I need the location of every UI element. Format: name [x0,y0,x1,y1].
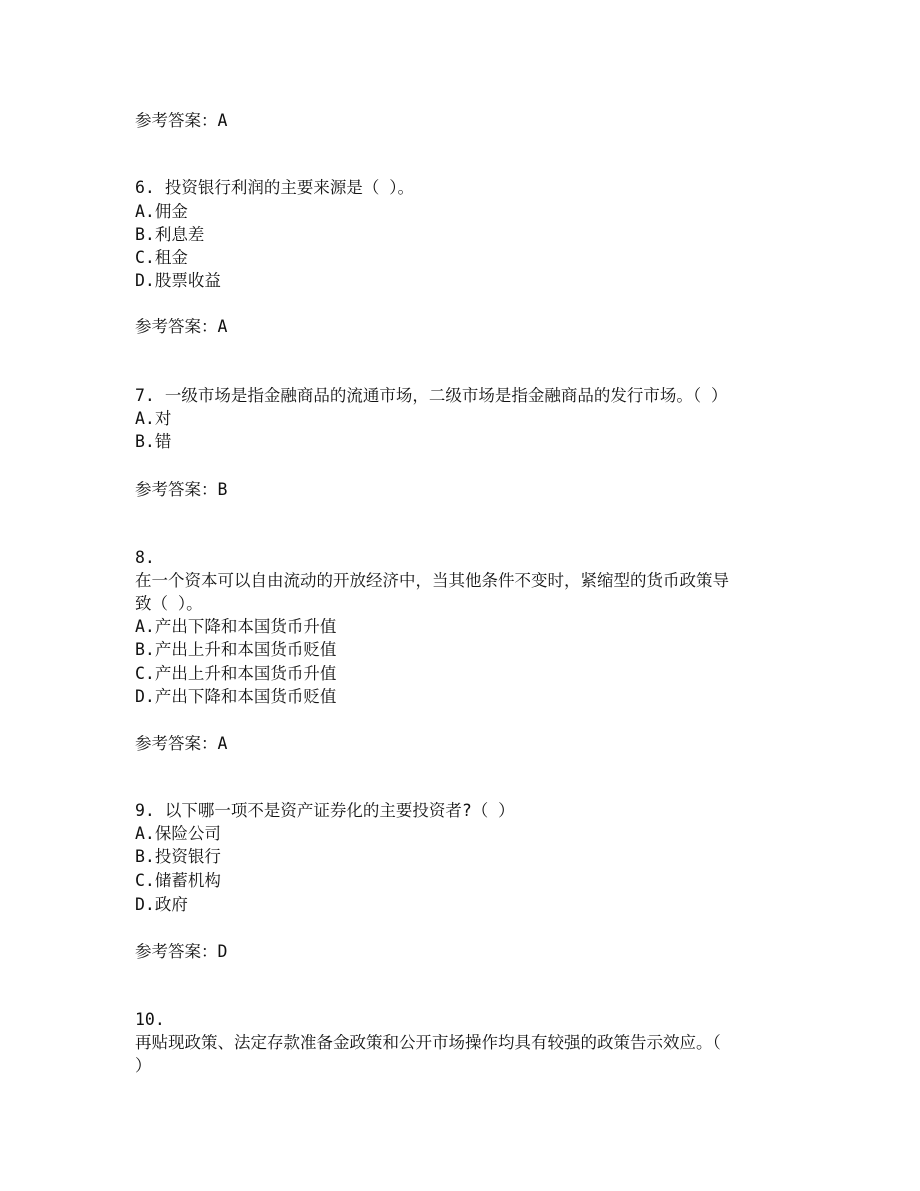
question-stem [135,176,414,199]
answer-value: A [217,317,228,336]
option-b: B.错 [135,432,172,451]
option-b: B.利息差 [135,225,205,244]
option-b: B.产出上升和本国货币贬值 [135,640,337,659]
option-d: D.政府 [135,895,188,914]
answer-value: A [217,734,228,753]
answer-line [135,315,227,338]
answer-value: B [217,480,228,499]
question-text-line-2: ） [135,1056,152,1075]
answer-label: 参考答案： [135,942,218,961]
answer-line [135,732,227,755]
question-number: 7. [135,386,155,405]
option-a: A.佣金 [135,202,188,221]
question-stem [135,384,728,407]
answer-label: 参考答案： [135,734,218,753]
option-d: D.产出下降和本国货币贬值 [135,687,337,706]
answer-line [135,109,227,132]
question-number: 6. [135,178,155,197]
option-c: C.租金 [135,248,188,267]
question-text: 投资银行利润的主要来源是（ ）。 [164,178,414,197]
question-number: 10. [135,1010,165,1029]
question-text-line-2: 致（ ）。 [135,594,203,613]
option-c: C.产出上升和本国货币升值 [135,664,337,683]
answer-label: 参考答案： [135,111,218,130]
answer-line [135,940,227,963]
question-stem [135,799,515,822]
question-text: 一级市场是指金融商品的流通市场，二级市场是指金融商品的发行市场。（ ） [164,386,728,405]
answer-line [135,478,227,501]
option-b: B.投资银行 [135,847,221,866]
question-text: 以下哪一项不是资产证券化的主要投资者?（ ） [164,801,515,820]
question-text-line-1: 再贴现政策、法定存款准备金政策和公开市场操作均具有较强的政策告示效应。（ [135,1033,721,1052]
answer-value: D [217,942,228,961]
question-number: 8. [135,548,155,567]
option-a: A.产出下降和本国货币升值 [135,617,337,636]
option-a: A.保险公司 [135,824,221,843]
option-a: A.对 [135,409,172,428]
option-d: D.股票收益 [135,271,221,290]
question-number: 9. [135,801,155,820]
answer-label: 参考答案： [135,317,218,336]
answer-value: A [217,111,228,130]
answer-label: 参考答案： [135,480,218,499]
question-text-line-1: 在一个资本可以自由流动的开放经济中，当其他条件不变时，紧缩型的货币政策导 [135,571,729,590]
option-c: C.储蓄机构 [135,871,221,890]
